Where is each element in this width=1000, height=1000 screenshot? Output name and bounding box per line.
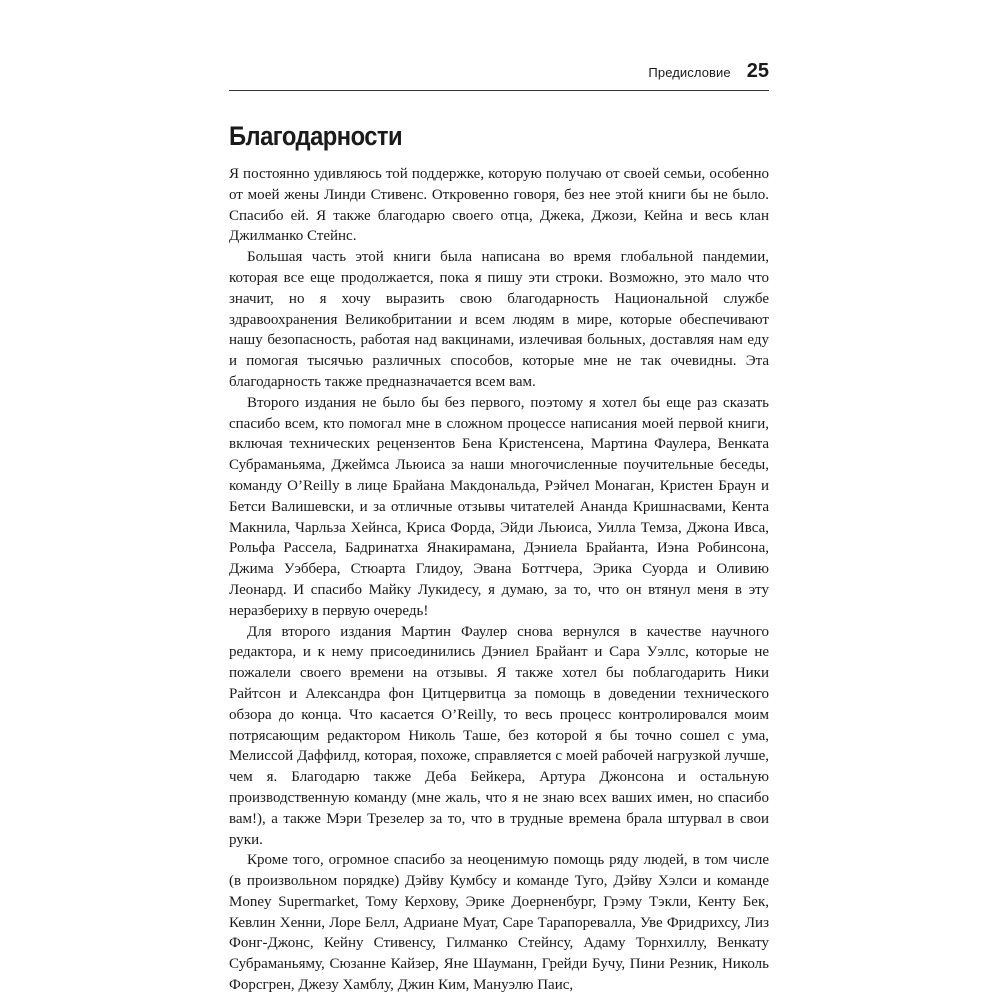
book-page: [229, 60, 769, 996]
paragraph: Второго издания не было бы без первого, поэтому я хотел бы еще раз сказать спасибо всем, кто помогал мне в сложном процессе написания моей первой книги, включая технических рецензентов Бена Кристенсена, Мартина Фаулера, Венката Субраманьяма, Джеймса Льюиса за наши многочисленные поучительные беседы, команду O’Reilly в лице Брайана Макдональда, Рэйчел Монаган, Кристен Браун и Бетси Валишевски, и за отличные отзывы читателей Ананда Кришнасвами, Кента Макнила, Чарльза Хейнса, Криса Форда, Эйди Льюиса, Уилла Темза, Джона Ивса, Рольфа Рассела, Бадринатха Янакирамана, Дэниела Брайанта, Иэна Робинсона, Джима Уэббера, Стюарта Глидоу, Эвана Боттчера, Эрика Суорда и Оливию Леонард. И спасибо Майку Лукидесу, я думаю, за то, что он втянул меня в эту неразбериху в первую очередь!: [229, 394, 769, 619]
body-text: [229, 164, 769, 996]
header-rule: [229, 90, 769, 91]
running-header: [229, 60, 769, 86]
page-number: 25: [746, 60, 769, 82]
section-title: Предисловие: [648, 65, 731, 80]
paragraph: Я постоянно удивляюсь той поддержке, которую получаю от своей семьи, особенно от моей жены Линди Стивенс. Откровенно говоря, без нее этой книги бы не было. Спасибо ей. Я также благодарю своего отца, Джека, Джози, Кейна и весь клан Джилманко Стейнс.: [229, 166, 769, 245]
chapter-heading: Благодарности: [229, 121, 403, 151]
paragraph: Кроме того, огромное спасибо за неоценимую помощь ряду людей, в том числе (в произвольном порядке) Дэйву Кумбсу и команде Туго, Дэйву Хэлси и команде Money Supermarket, Тому Керхову, Эрике Доерненбург, Грэму Тэкли, Кенту Бек, Кевлин Хенни, Лоре Белл, Адриане Муат, Саре Тарапоревалла, Уве Фридрихсу, Лиз Фонг-Джонс, Кейну Стивенсу, Гилманко Стейнсу, Адаму Торнхиллу, Венкату Субраманьяму, Сюзанне Кайзер, Яне Шауманн, Грейди Бучу, Пини Резник, Николь Форсгрен, Джезу Хамблу, Джин Ким, Мануэлю Паис,: [229, 852, 769, 994]
paragraph: Большая часть этой книги была написана во время глобальной пандемии, которая все еще продолжается, пока я пишу эти строки. Возможно, это мало что значит, но я хочу выразить свою благодарность Национальной службе здравоохранения Великобритании и всем людям в мире, которые обеспечивают нашу безопасность, работая над вакцинами, излечивая больных, доставляя нам еду и помогая тысячью различных способов, которые мне не так очевидны. Эта благодарность также предназначается всем вам.: [229, 249, 769, 390]
paragraph: Для второго издания Мартин Фаулер снова вернулся в качестве научного редактора, и к нему присоединились Дэниел Брайант и Сара Уэллс, которые не пожалели своего времени на отзывы. Я также хотел бы поблагодарить Ники Райтсон и Александра фон Цитцервитца за помощь в доведении технического обзора до конца. Что касается O’Reilly, то весь процесс контролировался моим потрясающим редактором Николь Таше, без которой я бы точно сошел с ума, Мелиссой Даффилд, которая, похоже, справляется с моей рабочей нагрузкой лучше, чем я. Благодарю также Деба Бейкера, Артура Джонсона и остальную производственную команду (мне жаль, что я не знаю всех ваших имен, но спасибо вам!), а также Мэри Трезелер за то, что в трудные времена брала штурвал в свои руки.: [229, 623, 769, 848]
